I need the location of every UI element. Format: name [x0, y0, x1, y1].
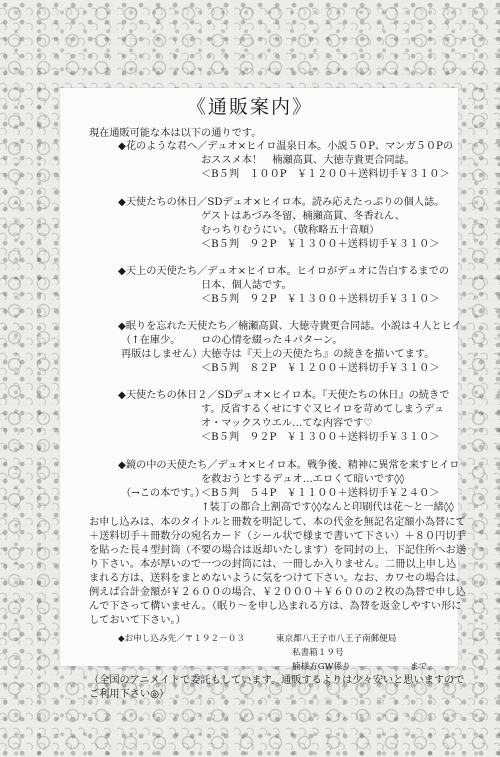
item-2-price: ＜B５判 ９２P ￥１３００＋送料切手￥３１０＞ [201, 239, 440, 250]
closing-line-2: ご利用下さい◎） [89, 689, 170, 700]
item-3-line-2: 日本、個人誌です。 [201, 280, 292, 291]
item-6-note-1: （→この本です。） [121, 488, 206, 499]
order-line-6: 例えば合計金額が￥２６００の場合、￥２０００＋￥６００の２枚の為替で申し込 [89, 587, 466, 598]
order-line-5: まれる方は、送料をまとめないように気をつけて下さい。なお、カワセの場合は、 [89, 573, 466, 584]
item-4-line-2: ロの心情を綴った４パターン。 [201, 335, 343, 346]
item-5-line-2: す。反省するくせにすぐ又ヒイロを苛めてしまうデュ [201, 404, 445, 415]
address-line-1: 東京都八王子市八王子南郵便局 [276, 634, 397, 644]
item-4-note-1: （↑在庫少。 [121, 335, 181, 346]
item-3-line-1: ◆天上の天使たち／デュオ×ヒイロ本。ヒイロがデュオに告白するまでの [118, 266, 449, 277]
address-end: まで。 [410, 662, 436, 672]
intro-text: 現在通販可能な本は以下の通りです。 [89, 128, 262, 139]
order-line-7: んで下さって構いません。（眠り～を申し込まれる方は、為替を返金しやすい形に [89, 601, 462, 612]
item-4-price: ＜B５判 ８２P ￥１２００＋送料切手￥３１０＞ [201, 363, 440, 374]
address-line-2: 私書箱１９号 [292, 648, 344, 658]
item-1-line-2: おススメ本！ 楠瀬高貫、大徳寺貴更合同誌。 [201, 155, 415, 166]
address-label: ◆お申し込み先／〒１９２－０３ [118, 634, 245, 644]
item-6-line-2: を救おうとするデュオ…エロくて暗いです◊◊ [201, 474, 405, 485]
order-line-1: お申し込みは、本のタイトルと冊数を明記して、本の代金を無記名定額小為替にて [89, 517, 466, 528]
item-5-line-1: ◆天使たちの休日２／SDデュオ×ヒイロ本。『天使たちの休日』の続きで [118, 390, 450, 401]
order-line-3: を貼った長４型封筒（不要の場合は返却いたします）を同封の上、下記住所へお送 [89, 545, 466, 556]
closing-line-1: （全国のアニメイトで委託もしています。通販するよりは少々安いと思いますので [89, 675, 465, 686]
page-title: 《通販案内》 [186, 96, 313, 118]
item-1-line-1: ◆花のような君へ／デュオ×ヒイロ温泉日本。小説５０P、マンガ５０Pの [118, 141, 454, 152]
address-line-3: 楠様方GW係り [292, 662, 351, 672]
item-5-line-3: オ・マックスウエル…てな内容です♡ [201, 418, 373, 429]
order-line-4: り下さい。本が厚いので一つの封筒には、一冊しか入りません。二冊以上申し込 [89, 559, 457, 570]
item-3-price: ＜B５判 ９２P ￥１３００＋送料切手￥３１０＞ [201, 294, 440, 305]
item-6-line-4: ↑装丁の都合上割高です◊◊なんと印刷代は花～と一緒◊◊ [201, 502, 454, 513]
item-6-line-1: ◆鏡の中の天使たち／デュオ×ヒイロ本。戦争後、精神に異常を来すヒイロ [118, 460, 460, 471]
item-5-price: ＜B５判 ９２P ￥１３００＋送料切手￥３１０＞ [201, 432, 440, 443]
item-6-price: ＜B５判 ５４P ￥１１００＋送料切手￥２４０＞ [201, 488, 440, 499]
item-2-line-2: ゲストはあづみ冬留、楠瀬高貫、冬香れん、 [201, 211, 405, 222]
item-1-price: ＜B５判 １００P ￥１２００＋送料切手￥３１０＞ [201, 169, 450, 180]
item-2-line-1: ◆天使たちの休日／SDデュオ×ヒイロ本。読み応えたっぷりの個人誌。 [118, 197, 445, 208]
item-2-line-3: むっちりむうにい。（敬称略五十音順） [201, 225, 380, 236]
item-4-line-1: ◆眠りを忘れた天使たち／楠瀬高貫、大徳寺貴更合同誌。小説は４人とヒイ [118, 321, 462, 332]
order-line-2: ＋送料切手＋冊数分の宛名カード（シール状で様まで書いて下さい）＋８０円切手 [89, 531, 466, 542]
order-line-8: しておいて下さい。） [89, 615, 186, 626]
item-4-line-3: 大徳寺は『天上の天使たち』の続きを描いてます。 [201, 349, 435, 360]
item-4-note-2: 再版はしません） [121, 349, 203, 360]
